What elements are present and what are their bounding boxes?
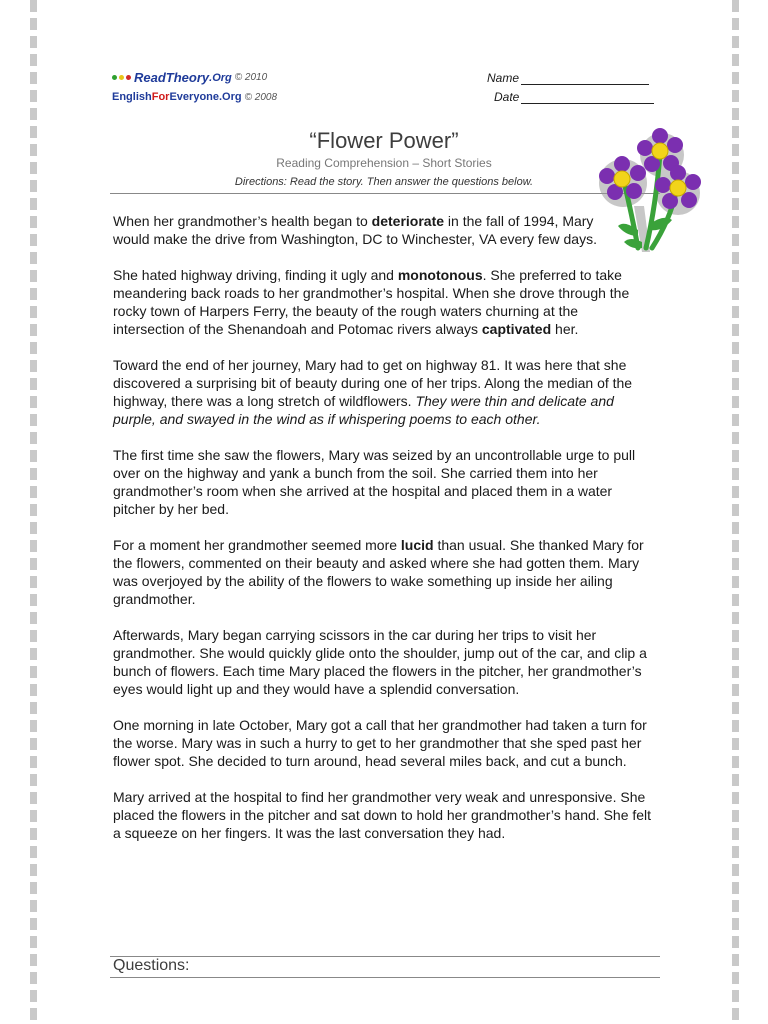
name-label: Name — [487, 71, 520, 85]
vocab-word-monotonous: monotonous — [397, 267, 483, 283]
story-paragraph-8: Mary arrived at the hospital to find her grandmother very weak and unresponsive. She placed the flowers in the pitcher and sat down to hold her grandmother’s hand. She felt a squeeze on her fingers. It was the last conversation they had. — [113, 789, 652, 841]
brand2-everyone: Everyone.Org — [169, 91, 242, 103]
page-subtitle: Reading Comprehension – Short Stories — [276, 156, 492, 170]
p2-text-end: her. — [551, 321, 579, 337]
questions-divider-bottom — [110, 977, 660, 978]
date-line — [521, 91, 654, 104]
p5-text-start: For a moment her grandmother seemed more — [113, 537, 401, 553]
date-field[interactable] — [494, 90, 654, 104]
brand-read: Read — [134, 70, 166, 85]
englishforeveryone-logo — [112, 91, 277, 103]
p3-italic-text: They were thin and delicate and purple, and swayed in the wind as if whispering poems to each other. — [113, 393, 614, 427]
dot-green-icon — [112, 75, 117, 80]
brand-org: .Org — [209, 71, 232, 84]
brand-theory: Theory — [165, 70, 210, 85]
story-paragraph-5 — [113, 536, 653, 608]
brand2-english: English — [112, 91, 152, 103]
vocab-word-deteriorate: deteriorate — [371, 213, 445, 229]
story-paragraph-6: Afterwards, Mary began carrying scissors in the car during her trips to visit her grandmother. She would quickly glide onto the shoulder, jump out of the car, and clip a bunch of flowers. Each time Mary placed the flowers in the pitcher, her grandmother’s eyes would light up and they would have a splendid conversation. — [113, 627, 647, 697]
story-body — [113, 212, 653, 860]
brand2-copyright: © 2008 — [244, 91, 278, 103]
page-title: “Flower Power” — [309, 128, 459, 153]
p2-text-start: She hated highway driving, finding it ugly and — [113, 267, 398, 283]
directions: Directions: Read the story. Then answer the questions below. — [234, 176, 534, 188]
p5-text-end: than usual. She thanked Mary for the flowers, commented on their beauty and asked where she had gotten them. Mary was overjoyed by the ability of the flowers to wake something up inside her ailing grandmother. — [113, 537, 644, 607]
p1-text-end: in the fall of 1994, Mary would make the drive from Washington, DC to Winchester, VA every few days. — [113, 213, 597, 247]
vocab-word-captivated: captivated — [481, 321, 552, 337]
dot-red-icon — [126, 75, 131, 80]
date-label: Date — [494, 90, 520, 104]
p1-text-start: When her grandmother’s health began to — [113, 213, 372, 229]
p2-text-middle: . She preferred to take meandering back roads to her grandmother’s hospital. When she drove through the rocky town of Harpers Ferry, the beauty of the rough waters churning at the intersection of the Shenandoah and Potomac rivers always — [113, 267, 630, 337]
story-paragraph-1 — [113, 212, 608, 248]
brand2-for: For — [151, 91, 170, 103]
questions-divider-top — [110, 956, 660, 957]
readtheory-logo — [112, 70, 267, 85]
name-field[interactable] — [487, 71, 649, 85]
brand1-copyright: © 2010 — [234, 72, 268, 83]
header-divider — [110, 193, 660, 194]
story-paragraph-2 — [113, 266, 653, 338]
story-paragraph-7: One morning in late October, Mary got a call that her grandmother had taken a turn for the worse. Mary was in such a hurry to get to her grandmother that she sped past her flower spot. She decided to turn around, head several miles back, and cut a bunch. — [113, 717, 647, 769]
logo-dots — [112, 75, 131, 80]
dot-yellow-icon — [119, 75, 124, 80]
vocab-word-lucid: lucid — [400, 537, 434, 553]
name-line — [521, 72, 649, 85]
story-paragraph-4: The first time she saw the flowers, Mary was seized by an uncontrollable urge to pull over on the highway and yank a bunch from the soil. She carried them into her grandmother’s room when she arrived at the hospital and placed them in a water pitcher by her bed. — [113, 447, 636, 517]
story-paragraph-3 — [113, 356, 653, 428]
questions-heading: Questions: — [113, 957, 190, 974]
p3-text: Toward the end of her journey, Mary had to get on highway 81. It was here that she discovered a surprising bit of beauty during one of her trips. Along the median of the highway, there was a long stretch of wildflowers. — [113, 357, 633, 409]
